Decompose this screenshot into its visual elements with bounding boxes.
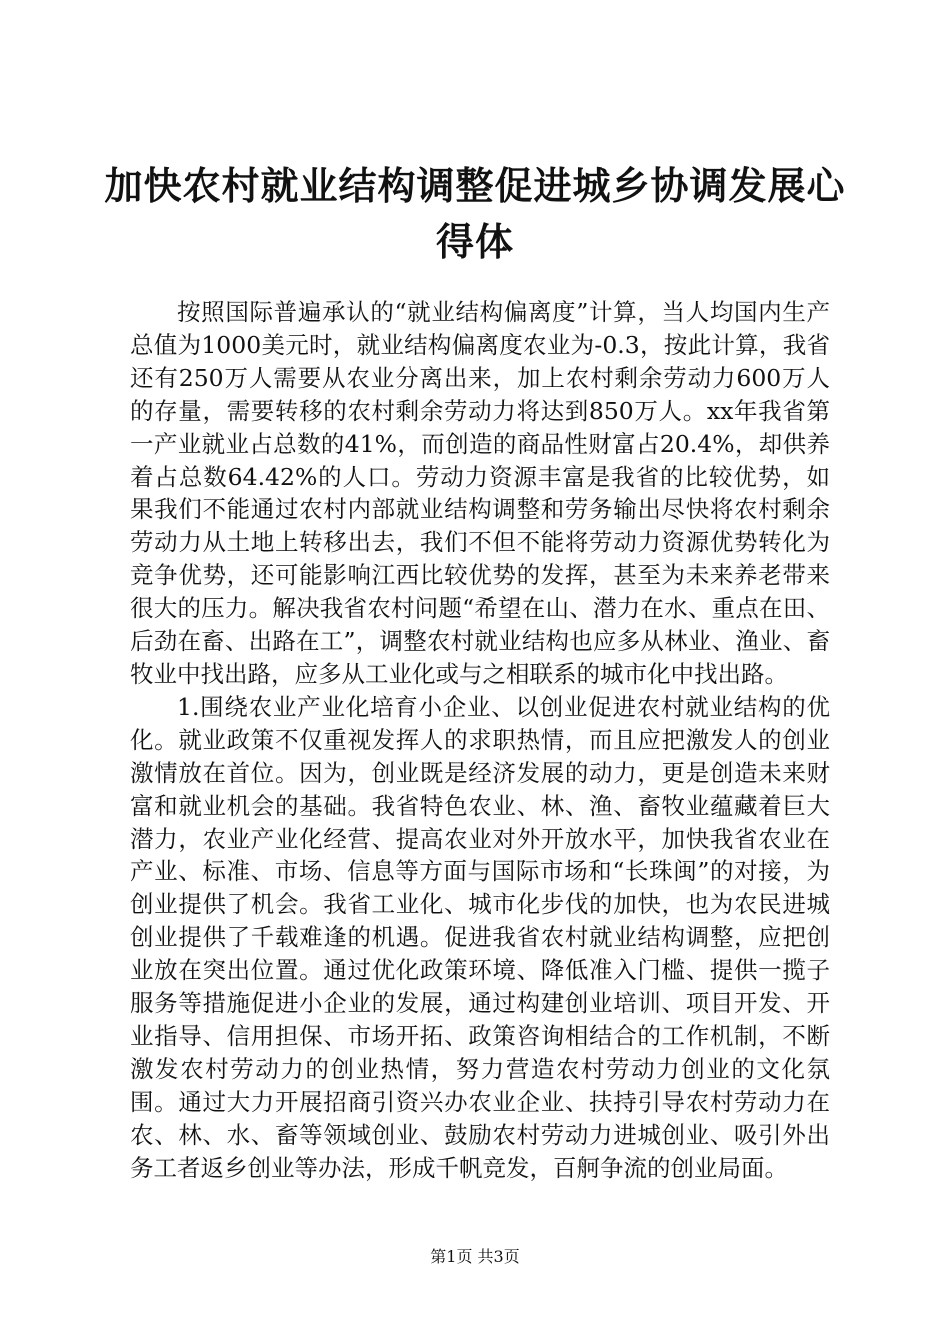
document-title: 加快农村就业结构调整促进城乡协调发展心得体 <box>104 164 846 264</box>
paragraph-intro: 按照国际普遍承认的“就业结构偏离度”计算，当人均国内生产总值为1000美元时，就业结构偏离度农业为-0.3，按此计算，我省还有250万人需要从农业分离出来，加上农村剩余劳动力600万人的存量，需要转移的农村剩余劳动力将达到850万人。xx年我省第一产业就业占总数的41%，而创造的商品性财富占20.4%，却供养着占总数64.42%的人口。劳动力资源丰富是我省的比较优势，如果我们不能通过农村内部就业结构调整和劳务输出尽快将农村剩余劳动力从土地上转移出去，我们不但不能将劳动力资源优势转化为竞争优势，还可能影响江西比较优势的发挥，甚至为未来养老带来很大的压力。解决我省农村问题“希望在山、潜力在水、重点在田、后劲在畜、出路在工”，调整农村就业结构也应多从林业、渔业、畜牧业中找出路，应多从工业化或与之相联系的城市化中找出路。 <box>130 298 830 688</box>
paragraph-section-1: 1.围绕农业产业化培育小企业、以创业促进农村就业结构的优化。就业政策不仅重视发挥人的求职热情，而且应把激发人的创业激情放在首位。因为，创业既是经济发展的动力，更是创造未来财富和就业机会的基础。我省特色农业、林、渔、畜牧业蕴藏着巨大潜力，农业产业化经营、提高农业对外开放水平，加快我省农业在产业、标准、市场、信息等方面与国际市场和“长珠闽”的对接，为创业提供了机会。我省工业化、城市化步伐的加快，也为农民进城创业提供了千载难逢的机遇。促进我省农村就业结构调整，应把创业放在突出位置。通过优化政策环境、降低准入门槛、提供一揽子服务等措施促进小企业的发展，通过构建创业培训、项目开发、开业指导、信用担保、市场开拓、政策咨询相结合的工作机制，不断激发农村劳动力的创业热情，努力营造农村劳动力创业的文化氛围。通过大力开展招商引资兴办农业企业、扶持引导农村劳动力在农、林、水、畜等领域创业、鼓励农村劳动力进城创业、吸引外出务工者返乡创业等办法，形成千帆竞发，百舸争流的创业局面。 <box>130 692 830 1182</box>
page-footer: 第1页 共3页 <box>430 1247 520 1266</box>
document-body <box>130 296 830 1184</box>
